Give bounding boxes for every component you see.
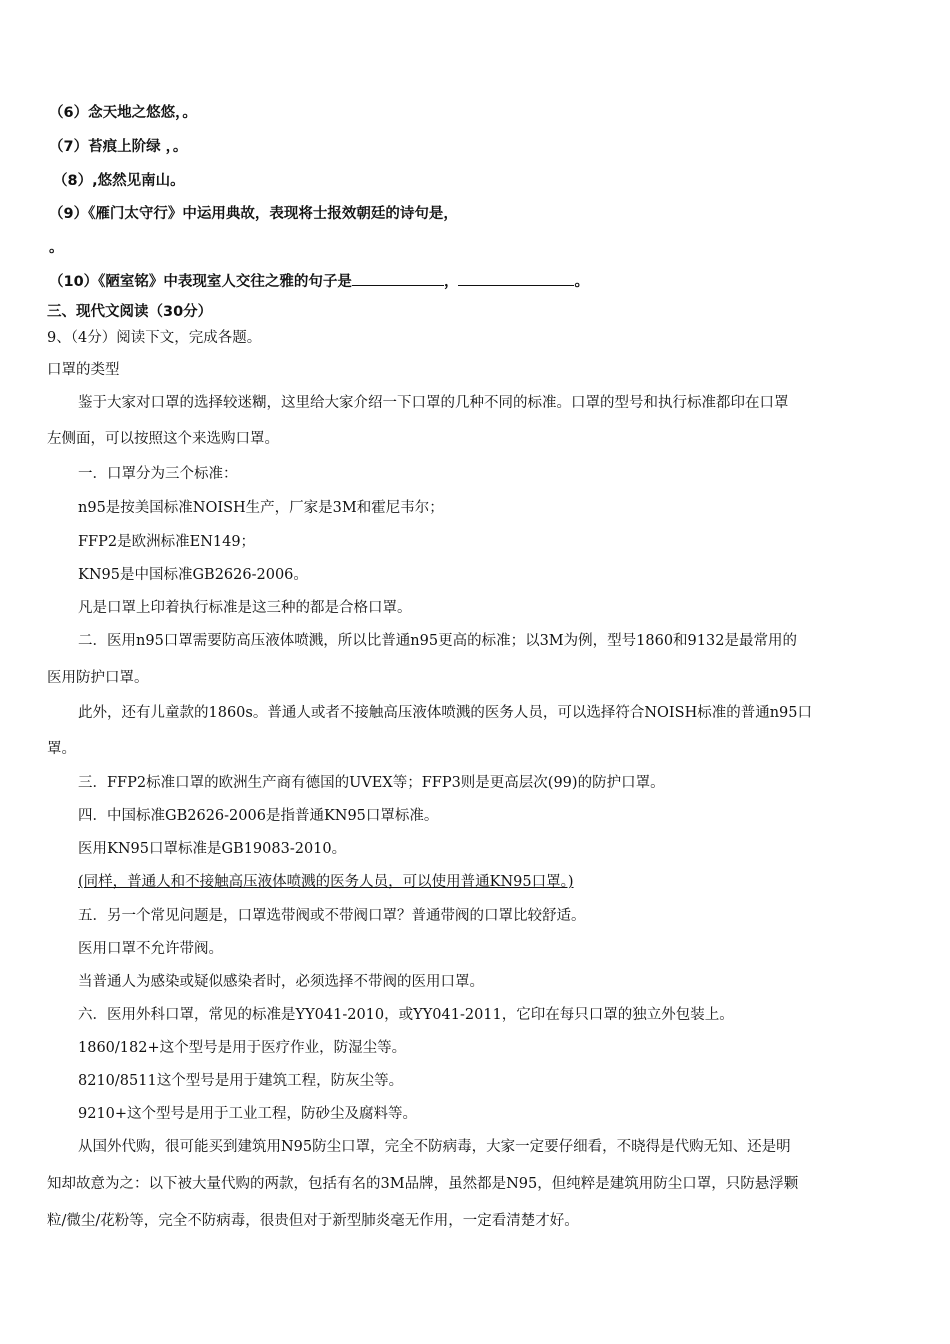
article-line: 医用KN95口罩标准是GB19083-2010。 — [78, 841, 347, 857]
article-line: 六．医用外科口罩，常见的标准是YY041-2010，或YY041-2011，它印在每只口罩的独立外包装上。 — [78, 1007, 734, 1023]
article-line: 8210/8511这个型号是用于建筑工程，防灰尘等。 — [78, 1073, 404, 1089]
question-10 — [49, 271, 589, 292]
article-line: 医用口罩不允许带阀。 — [78, 941, 223, 957]
answer-blank-1[interactable] — [352, 271, 444, 286]
article-line: 左侧面，可以按照这个来选购口罩。 — [47, 431, 279, 447]
article-line: 罩。 — [47, 741, 76, 757]
article-line: KN95是中国标准GB2626-2006。 — [78, 567, 308, 583]
question-10-prompt: （10）《陋室铭》中表现室人交往之雅的句子是 — [49, 274, 352, 290]
article-line: 凡是口罩上印着执行标准是这三种的都是合格口罩。 — [78, 600, 412, 616]
article-line: 当普通人为感染或疑似感染者时，必须选择不带阀的医用口罩。 — [78, 974, 484, 990]
question-6: （6）念天地之悠悠，。 — [49, 105, 197, 121]
article-line: 二．医用n95口罩需要防高压液体喷溅，所以比普通n95更高的标准；以3M为例，型号1860和9132是最常用的 — [78, 633, 797, 649]
section-title: 三、现代文阅读（30分） — [47, 304, 213, 320]
answer-blank-2[interactable] — [458, 271, 574, 286]
article-line: n95是按美国标准NOISH生产，厂家是3M和霍尼韦尔； — [78, 500, 444, 516]
article-line: 医用防护口罩。 — [47, 670, 149, 686]
article-line: 五．另一个常见问题是，口罩选带阀或不带阀口罩？普通带阀的口罩比较舒适。 — [78, 908, 586, 924]
question-8: （8）,悠然见南山。 — [53, 173, 185, 189]
question-9: （9）《雁门太守行》中运用典故，表现将士报效朝廷的诗句是， — [49, 206, 458, 222]
article-line: 知却故意为之：以下被大量代购的两款，包括有名的3M品牌，虽然都是N95，但纯粹是建筑用防尘口罩，只防悬浮颗 — [47, 1176, 799, 1192]
question-9-continued: 。 — [49, 240, 64, 256]
question-10-end: 。 — [574, 274, 589, 290]
article-line: 1860/182+这个型号是用于医疗作业，防湿尘等。 — [78, 1040, 407, 1056]
article-line: 三．FFP2标准口罩的欧洲生产商有德国的UVEX等；FFP3则是更高层次(99)的防护口罩。 — [78, 775, 665, 791]
article-line: 从国外代购，很可能买到建筑用N95防尘口罩，完全不防病毒，大家一定要仔细看，不晓得是代购无知、还是明 — [78, 1139, 791, 1155]
question-7: （7）苔痕上阶绿 ，。 — [49, 139, 188, 155]
article-line: 鉴于大家对口罩的选择较迷糊，这里给大家介绍一下口罩的几种不同的标准。口罩的型号和执行标准都印在口罩 — [78, 395, 789, 411]
question-9-intro: 9、（4分）阅读下文，完成各题。 — [47, 330, 262, 346]
question-10-separator: ， — [443, 274, 459, 290]
article-line: 此外，还有儿童款的1860s。普通人或者不接触高压液体喷溅的医务人员，可以选择符合NOISH标准的普通n95口 — [78, 705, 813, 721]
article-line: 一．口罩分为三个标准： — [78, 466, 238, 482]
article-line: 粒/微尘/花粉等，完全不防病毒，很贵但对于新型肺炎毫无作用，一定看清楚才好。 — [47, 1213, 579, 1229]
article-line: 四．中国标准GB2626-2006是指普通KN95口罩标准。 — [78, 808, 439, 824]
article-line: FFP2是欧洲标准EN149； — [78, 534, 256, 550]
article-line: 9210+这个型号是用于工业工程，防砂尘及腐料等。 — [78, 1106, 418, 1122]
article-line-underlined: (同样，普通人和不接触高压液体喷溅的医务人员，可以使用普通KN95口罩。) — [78, 874, 574, 890]
article-title: 口罩的类型 — [47, 362, 120, 378]
